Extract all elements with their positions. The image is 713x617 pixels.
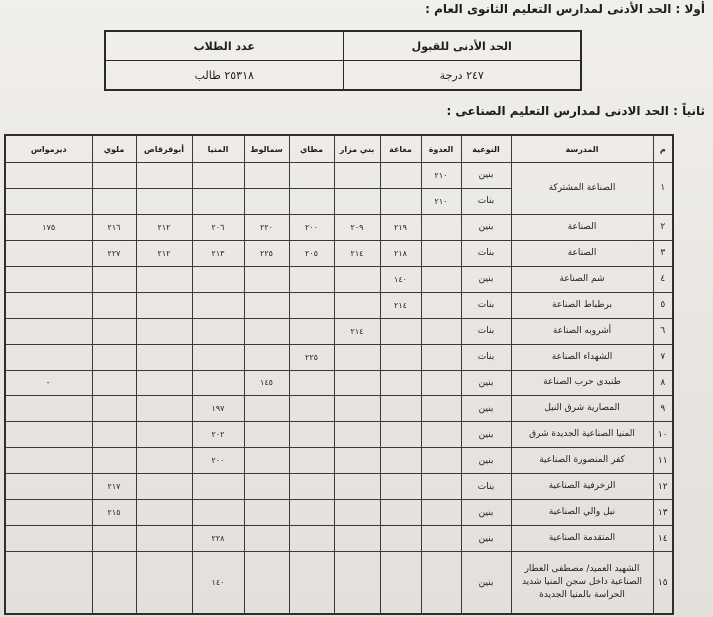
school-gender: بنين <box>461 422 511 448</box>
table-row <box>5 500 673 526</box>
score-cell <box>244 163 289 189</box>
row-index: ١٤ <box>653 526 673 552</box>
score-cell <box>92 318 136 344</box>
school-gender: بنين <box>461 552 511 614</box>
score-cell <box>289 500 334 526</box>
col-header-minya: المنيا <box>192 135 244 163</box>
col-header-school: المدرسة <box>511 135 653 163</box>
school-gender: بنات <box>461 344 511 370</box>
score-cell <box>5 396 92 422</box>
table-header-row <box>5 135 673 163</box>
score-cell: ١٤٥ <box>244 370 289 396</box>
score-cell <box>244 500 289 526</box>
score-cell <box>380 500 421 526</box>
score-cell: ١٤٠ <box>192 552 244 614</box>
school-gender: بنين <box>461 448 511 474</box>
col-header-deir-mawas: ديرمواس <box>5 135 92 163</box>
score-cell <box>244 396 289 422</box>
col-header-beni-mazar: بني مزار <box>334 135 380 163</box>
score-cell <box>334 526 380 552</box>
col-header-abu-qurqas: أبوقرقاص <box>136 135 192 163</box>
score-cell <box>192 474 244 500</box>
score-cell <box>92 188 136 214</box>
score-cell <box>5 292 92 318</box>
school-gender: بنين <box>461 500 511 526</box>
table-row <box>5 240 673 266</box>
score-cell <box>244 448 289 474</box>
score-cell <box>5 474 92 500</box>
section-one-heading: أولا : الحد الأدنى لمدارس التعليم الثانوى العام : <box>425 2 705 16</box>
score-cell: ٢١٤ <box>334 240 380 266</box>
table-row <box>5 292 673 318</box>
score-cell <box>5 266 92 292</box>
industrial-schools-table <box>4 134 674 615</box>
col-header-edwa: العدوة <box>421 135 461 163</box>
score-cell <box>5 422 92 448</box>
min-score-header: الحد الأدنى للقبول <box>343 31 581 61</box>
score-cell <box>289 422 334 448</box>
school-gender: بنات <box>461 188 511 214</box>
table-row <box>5 396 673 422</box>
row-index: ٢ <box>653 214 673 240</box>
row-index: ٨ <box>653 370 673 396</box>
school-name: برطباط الصناعة <box>511 292 653 318</box>
score-cell: ٢٠٠ <box>289 214 334 240</box>
score-cell <box>5 526 92 552</box>
score-cell <box>5 344 92 370</box>
score-cell <box>334 552 380 614</box>
score-cell: ٢٠٠ <box>192 448 244 474</box>
school-name: أشروبه الصناعة <box>511 318 653 344</box>
score-cell <box>380 370 421 396</box>
school-name: المتقدمة الصناعية <box>511 526 653 552</box>
score-cell: ٢١٩ <box>380 214 421 240</box>
score-cell <box>136 163 192 189</box>
score-cell <box>289 370 334 396</box>
score-cell: ٢٠٢ <box>192 422 244 448</box>
table-row <box>5 370 673 396</box>
score-cell <box>421 448 461 474</box>
school-name: نيل والي الصناعية <box>511 500 653 526</box>
score-cell <box>192 500 244 526</box>
score-cell <box>334 266 380 292</box>
school-name: الصناعة <box>511 214 653 240</box>
student-count-header: عدد الطلاب <box>105 31 343 61</box>
score-cell <box>244 526 289 552</box>
score-cell <box>334 500 380 526</box>
score-cell <box>244 344 289 370</box>
table-row <box>5 422 673 448</box>
score-cell: ٢١٣ <box>192 240 244 266</box>
score-cell <box>421 344 461 370</box>
school-gender: بنين <box>461 214 511 240</box>
col-header-index: م <box>653 135 673 163</box>
school-gender: بنين <box>461 370 511 396</box>
score-cell: - <box>5 370 92 396</box>
score-cell <box>5 240 92 266</box>
score-cell <box>421 552 461 614</box>
score-cell <box>5 188 92 214</box>
score-cell <box>192 266 244 292</box>
table-row <box>5 318 673 344</box>
score-cell <box>421 396 461 422</box>
score-cell <box>136 266 192 292</box>
row-index: ١٠ <box>653 422 673 448</box>
table-row <box>5 344 673 370</box>
summary-value-row <box>105 61 581 91</box>
score-cell: ٢١٢ <box>136 240 192 266</box>
school-name: طنبدى حرب الصناعة <box>511 370 653 396</box>
score-cell <box>421 500 461 526</box>
score-cell <box>136 526 192 552</box>
table-row <box>5 163 673 189</box>
score-cell <box>289 163 334 189</box>
col-header-maghagha: مغاغة <box>380 135 421 163</box>
score-cell <box>380 318 421 344</box>
score-cell <box>92 344 136 370</box>
score-cell <box>136 448 192 474</box>
col-header-samalut: سمالوط <box>244 135 289 163</box>
score-cell: ٢١٠ <box>421 163 461 189</box>
score-cell <box>334 370 380 396</box>
score-cell <box>380 422 421 448</box>
score-cell: ٢٢٠ <box>244 214 289 240</box>
score-cell <box>5 318 92 344</box>
school-gender: بنين <box>461 526 511 552</box>
score-cell <box>92 163 136 189</box>
score-cell <box>380 188 421 214</box>
score-cell <box>421 474 461 500</box>
score-cell <box>136 552 192 614</box>
row-index: ١٣ <box>653 500 673 526</box>
col-header-matay: مطاي <box>289 135 334 163</box>
score-cell: ٢١٨ <box>380 240 421 266</box>
score-cell <box>192 370 244 396</box>
score-cell <box>136 370 192 396</box>
section-two-heading: ثانياً : الحد الادنى لمدارس التعليم الصناعى : <box>446 104 705 118</box>
score-cell <box>421 292 461 318</box>
score-cell <box>334 422 380 448</box>
school-gender: بنين <box>461 163 511 189</box>
score-cell <box>289 552 334 614</box>
score-cell: ٢١٦ <box>92 214 136 240</box>
score-cell <box>380 344 421 370</box>
score-cell <box>136 422 192 448</box>
score-cell <box>92 552 136 614</box>
score-cell <box>421 318 461 344</box>
score-cell <box>244 474 289 500</box>
school-gender: بنين <box>461 266 511 292</box>
score-cell <box>244 318 289 344</box>
score-cell <box>289 266 334 292</box>
school-name: شم الصناعة <box>511 266 653 292</box>
score-cell <box>92 266 136 292</box>
score-cell <box>289 292 334 318</box>
score-cell: ١٤٠ <box>380 266 421 292</box>
score-cell <box>289 448 334 474</box>
score-cell <box>192 188 244 214</box>
score-cell <box>244 188 289 214</box>
score-cell <box>244 292 289 318</box>
table-row <box>5 552 673 614</box>
score-cell <box>421 214 461 240</box>
school-gender: بنات <box>461 474 511 500</box>
row-index: ٥ <box>653 292 673 318</box>
row-index: ٦ <box>653 318 673 344</box>
row-index: ١١ <box>653 448 673 474</box>
school-gender: بنات <box>461 292 511 318</box>
score-cell <box>289 188 334 214</box>
col-header-mallawi: ملوي <box>92 135 136 163</box>
score-cell <box>334 396 380 422</box>
score-cell <box>421 526 461 552</box>
score-cell: ٢٠٦ <box>192 214 244 240</box>
row-index: ١٢ <box>653 474 673 500</box>
school-gender: بنات <box>461 318 511 344</box>
table-row <box>5 526 673 552</box>
score-cell <box>5 163 92 189</box>
score-cell <box>380 474 421 500</box>
table-row <box>5 214 673 240</box>
table-row <box>5 474 673 500</box>
school-gender: بنات <box>461 240 511 266</box>
score-cell <box>380 552 421 614</box>
score-cell <box>92 370 136 396</box>
score-cell <box>136 396 192 422</box>
score-cell: ٢٢٧ <box>92 240 136 266</box>
school-name: الصناعة المشتركة <box>511 163 653 215</box>
score-cell <box>244 552 289 614</box>
summary-header-row <box>105 31 581 61</box>
score-cell <box>92 292 136 318</box>
score-cell <box>192 318 244 344</box>
score-cell: ٢٠٥ <box>289 240 334 266</box>
school-name: كفر المنصورة الصناعية <box>511 448 653 474</box>
score-cell: ٢١٢ <box>136 214 192 240</box>
score-cell <box>289 474 334 500</box>
score-cell <box>334 448 380 474</box>
score-cell <box>92 448 136 474</box>
score-cell: ١٩٧ <box>192 396 244 422</box>
score-cell <box>244 266 289 292</box>
score-cell <box>334 474 380 500</box>
general-secondary-table <box>104 30 582 91</box>
score-cell <box>421 240 461 266</box>
row-index: ٩ <box>653 396 673 422</box>
min-score-value: ٢٤٧ درجة <box>343 61 581 91</box>
score-cell: ٢٢٥ <box>289 344 334 370</box>
score-cell <box>334 188 380 214</box>
score-cell <box>192 344 244 370</box>
score-cell: ٢١٤ <box>334 318 380 344</box>
score-cell <box>5 448 92 474</box>
score-cell <box>334 344 380 370</box>
score-cell <box>136 188 192 214</box>
student-count-value: ٢٥٣١٨ طالب <box>105 61 343 91</box>
row-index: ٧ <box>653 344 673 370</box>
score-cell <box>380 448 421 474</box>
score-cell: ٢١٠ <box>421 188 461 214</box>
score-cell <box>244 422 289 448</box>
score-cell: ٢٢٥ <box>244 240 289 266</box>
score-cell <box>136 318 192 344</box>
score-cell <box>421 422 461 448</box>
score-cell <box>380 396 421 422</box>
score-cell <box>92 396 136 422</box>
score-cell <box>289 318 334 344</box>
school-name: المصارية شرق النيل <box>511 396 653 422</box>
score-cell <box>334 163 380 189</box>
score-cell <box>5 552 92 614</box>
score-cell <box>289 396 334 422</box>
score-cell: ٢١٤ <box>380 292 421 318</box>
score-cell <box>92 526 136 552</box>
score-cell <box>380 526 421 552</box>
score-cell <box>136 344 192 370</box>
school-name: الشهيد العميد/ مصطفى العطار الصناعية داخل سجن المنيا شديد الحراسة بالمنيا الجديدة <box>511 552 653 614</box>
row-index: ١٥ <box>653 552 673 614</box>
score-cell <box>136 500 192 526</box>
score-cell: ٢٠٩ <box>334 214 380 240</box>
score-cell: ٢١٧ <box>92 474 136 500</box>
table-row <box>5 266 673 292</box>
score-cell <box>380 163 421 189</box>
row-index: ٣ <box>653 240 673 266</box>
score-cell: ١٧٥ <box>5 214 92 240</box>
row-index: ٤ <box>653 266 673 292</box>
school-name: المنيا الصناعية الجديدة شرق <box>511 422 653 448</box>
score-cell <box>136 474 192 500</box>
school-name: الزخرفية الصناعية <box>511 474 653 500</box>
score-cell <box>192 163 244 189</box>
score-cell: ٢٢٨ <box>192 526 244 552</box>
school-gender: بنين <box>461 396 511 422</box>
score-cell: ٢١٥ <box>92 500 136 526</box>
score-cell <box>421 370 461 396</box>
score-cell <box>136 292 192 318</box>
score-cell <box>192 292 244 318</box>
score-cell <box>289 526 334 552</box>
score-cell <box>5 500 92 526</box>
school-name: الشهداء الصناعة <box>511 344 653 370</box>
score-cell <box>421 266 461 292</box>
table-row <box>5 448 673 474</box>
school-name: الصناعة <box>511 240 653 266</box>
col-header-gender: النوعية <box>461 135 511 163</box>
score-cell <box>92 422 136 448</box>
score-cell <box>334 292 380 318</box>
row-index: ١ <box>653 163 673 215</box>
